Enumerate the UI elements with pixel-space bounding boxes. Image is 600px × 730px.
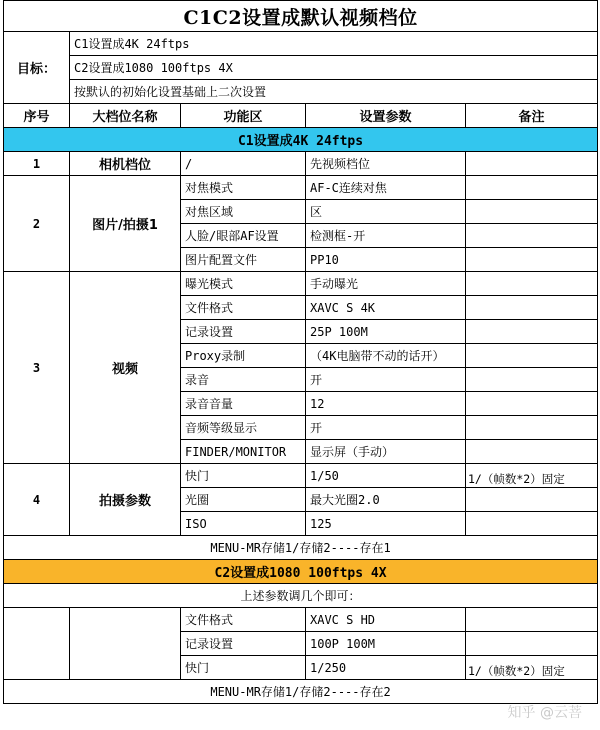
c1-footer: MENU-MR存储1/存储2----存在1: [4, 536, 598, 560]
row-function: 快门: [181, 656, 306, 680]
row-param: 手动曝光: [306, 272, 466, 296]
goal-label: 目标：: [4, 32, 70, 104]
row-note: [466, 248, 598, 272]
row-function: /: [181, 152, 306, 176]
row-no: 3: [4, 272, 70, 464]
row-param: 最大光圈2.0: [306, 488, 466, 512]
row-function: 记录设置: [181, 632, 306, 656]
header-function: 功能区: [181, 104, 306, 128]
row-function: 对焦模式: [181, 176, 306, 200]
row-function: FINDER/MONITOR: [181, 440, 306, 464]
row-param: AF-C连续对焦: [306, 176, 466, 200]
header-row: [4, 104, 598, 128]
row-function: 对焦区域: [181, 200, 306, 224]
row-param: 125: [306, 512, 466, 536]
row-param: 显示屏（手动）: [306, 440, 466, 464]
row-function: 音频等级显示: [181, 416, 306, 440]
row-function: 录音音量: [181, 392, 306, 416]
row-group-name: 拍摄参数: [70, 464, 181, 536]
table-row: [4, 608, 598, 632]
c1-band: C1设置成4K 24ftps: [4, 128, 598, 152]
row-param: 检测框-开: [306, 224, 466, 248]
page-title: C1C2设置成默认视频档位: [4, 1, 598, 32]
row-group-name: [70, 608, 181, 680]
row-note: [466, 368, 598, 392]
row-note: [466, 344, 598, 368]
row-note: [466, 512, 598, 536]
header-param: 设置参数: [306, 104, 466, 128]
row-function: 人脸/眼部AF设置: [181, 224, 306, 248]
goal-line: C1设置成4K 24ftps: [70, 32, 598, 56]
row-group-name: 相机档位: [70, 152, 181, 176]
row-function: 录音: [181, 368, 306, 392]
row-param: PP10: [306, 248, 466, 272]
row-no: [4, 608, 70, 680]
row-note: [466, 320, 598, 344]
row-param: 区: [306, 200, 466, 224]
row-function: 曝光模式: [181, 272, 306, 296]
header-no: 序号: [4, 104, 70, 128]
watermark: 知乎 @云菩: [507, 705, 582, 721]
row-param: 12: [306, 392, 466, 416]
row-note: [466, 416, 598, 440]
table-row: [4, 176, 598, 200]
row-note: [466, 272, 598, 296]
table-row: [4, 272, 598, 296]
row-note: [466, 296, 598, 320]
row-param: 1/250: [306, 656, 466, 680]
row-note: [466, 224, 598, 248]
row-note: [466, 440, 598, 464]
c2-band: C2设置成1080 100ftps 4X: [4, 560, 598, 584]
row-note: [466, 392, 598, 416]
row-param: 1/50: [306, 464, 466, 488]
row-param: XAVC S HD: [306, 608, 466, 632]
row-param: 开: [306, 416, 466, 440]
row-function: 快门: [181, 464, 306, 488]
row-param: 100P 100M: [306, 632, 466, 656]
row-function: 光圈: [181, 488, 306, 512]
row-note: 1/（帧数*2）固定: [466, 464, 598, 488]
row-param: （4K电脑带不动的话开）: [306, 344, 466, 368]
row-param: XAVC S 4K: [306, 296, 466, 320]
row-function: ISO: [181, 512, 306, 536]
row-group-name: 视频: [70, 272, 181, 464]
row-note: 1/（帧数*2）固定: [466, 656, 598, 680]
row-note: [466, 152, 598, 176]
goal-line: C2设置成1080 100ftps 4X: [70, 56, 598, 80]
row-note: [466, 488, 598, 512]
header-note: 备注: [466, 104, 598, 128]
row-note: [466, 632, 598, 656]
goal-line: 按默认的初始化设置基础上二次设置: [70, 80, 598, 104]
row-no: 2: [4, 176, 70, 272]
row-param: 开: [306, 368, 466, 392]
row-function: 图片配置文件: [181, 248, 306, 272]
row-function: 文件格式: [181, 296, 306, 320]
row-function: 文件格式: [181, 608, 306, 632]
header-name: 大档位名称: [70, 104, 181, 128]
row-param: 先视频档位: [306, 152, 466, 176]
row-no: 4: [4, 464, 70, 536]
row-no: 1: [4, 152, 70, 176]
row-note: [466, 608, 598, 632]
row-note: [466, 200, 598, 224]
table-row: [4, 152, 598, 176]
c2-intro: 上述参数调几个即可：: [4, 584, 598, 608]
c2-footer: MENU-MR存储1/存储2----存在2: [4, 680, 598, 704]
row-note: [466, 176, 598, 200]
row-param: 25P 100M: [306, 320, 466, 344]
row-function: Proxy录制: [181, 344, 306, 368]
settings-table: [3, 0, 598, 704]
row-group-name: 图片/拍摄1: [70, 176, 181, 272]
table-row: [4, 464, 598, 488]
row-function: 记录设置: [181, 320, 306, 344]
